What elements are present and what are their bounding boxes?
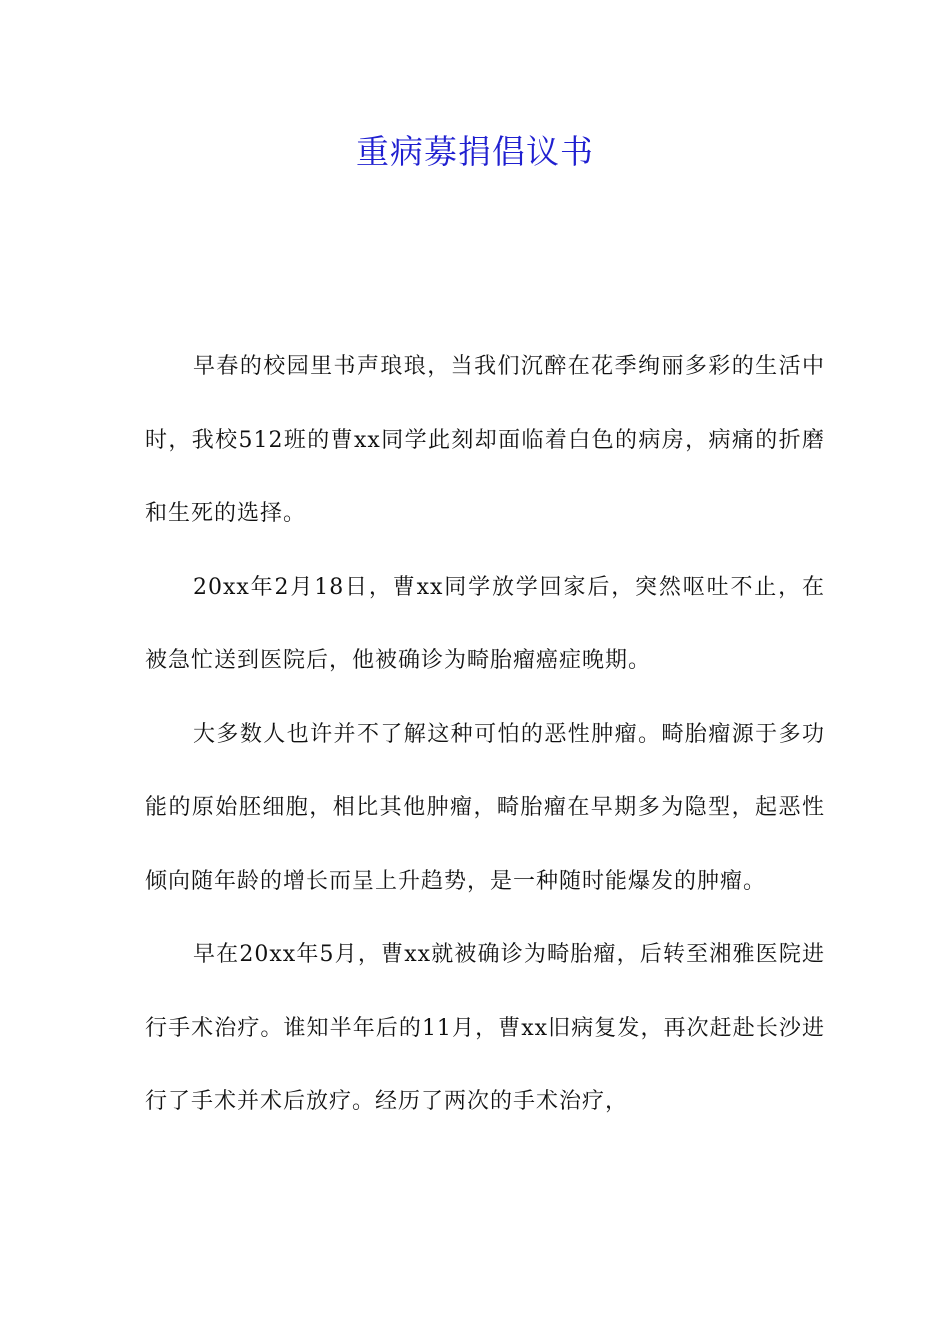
document-title: 重病募捐倡议书 xyxy=(356,132,594,171)
document-body xyxy=(145,330,825,1139)
paragraph-1: 早春的校园里书声琅琅，当我们沉醉在花季绚丽多彩的生活中时，我校512班的曹xx同学此刻却面临着白色的病房，病痛的折磨和生死的选择。 xyxy=(145,354,825,526)
paragraph-3: 大多数人也许并不了解这种可怕的恶性肿瘤。畸胎瘤源于多功能的原始胚细胞，相比其他肿瘤，畸胎瘤在早期多为隐型，起恶性倾向随年龄的增长而呈上升趋势，是一种随时能爆发的肿瘤。 xyxy=(145,721,825,894)
paragraph-4: 早在20xx年5月，曹xx就被确诊为畸胎瘤，后转至湘雅医院进行手术治疗。谁知半年后的11月，曹xx旧病复发，再次赶赴长沙进行了手术并术后放疗。经历了两次的手术治疗， xyxy=(145,942,825,1114)
paragraph-2: 20xx年2月18日，曹xx同学放学回家后，突然呕吐不止，在被急忙送到医院后，他被确诊为畸胎瘤癌症晚期。 xyxy=(145,574,825,673)
